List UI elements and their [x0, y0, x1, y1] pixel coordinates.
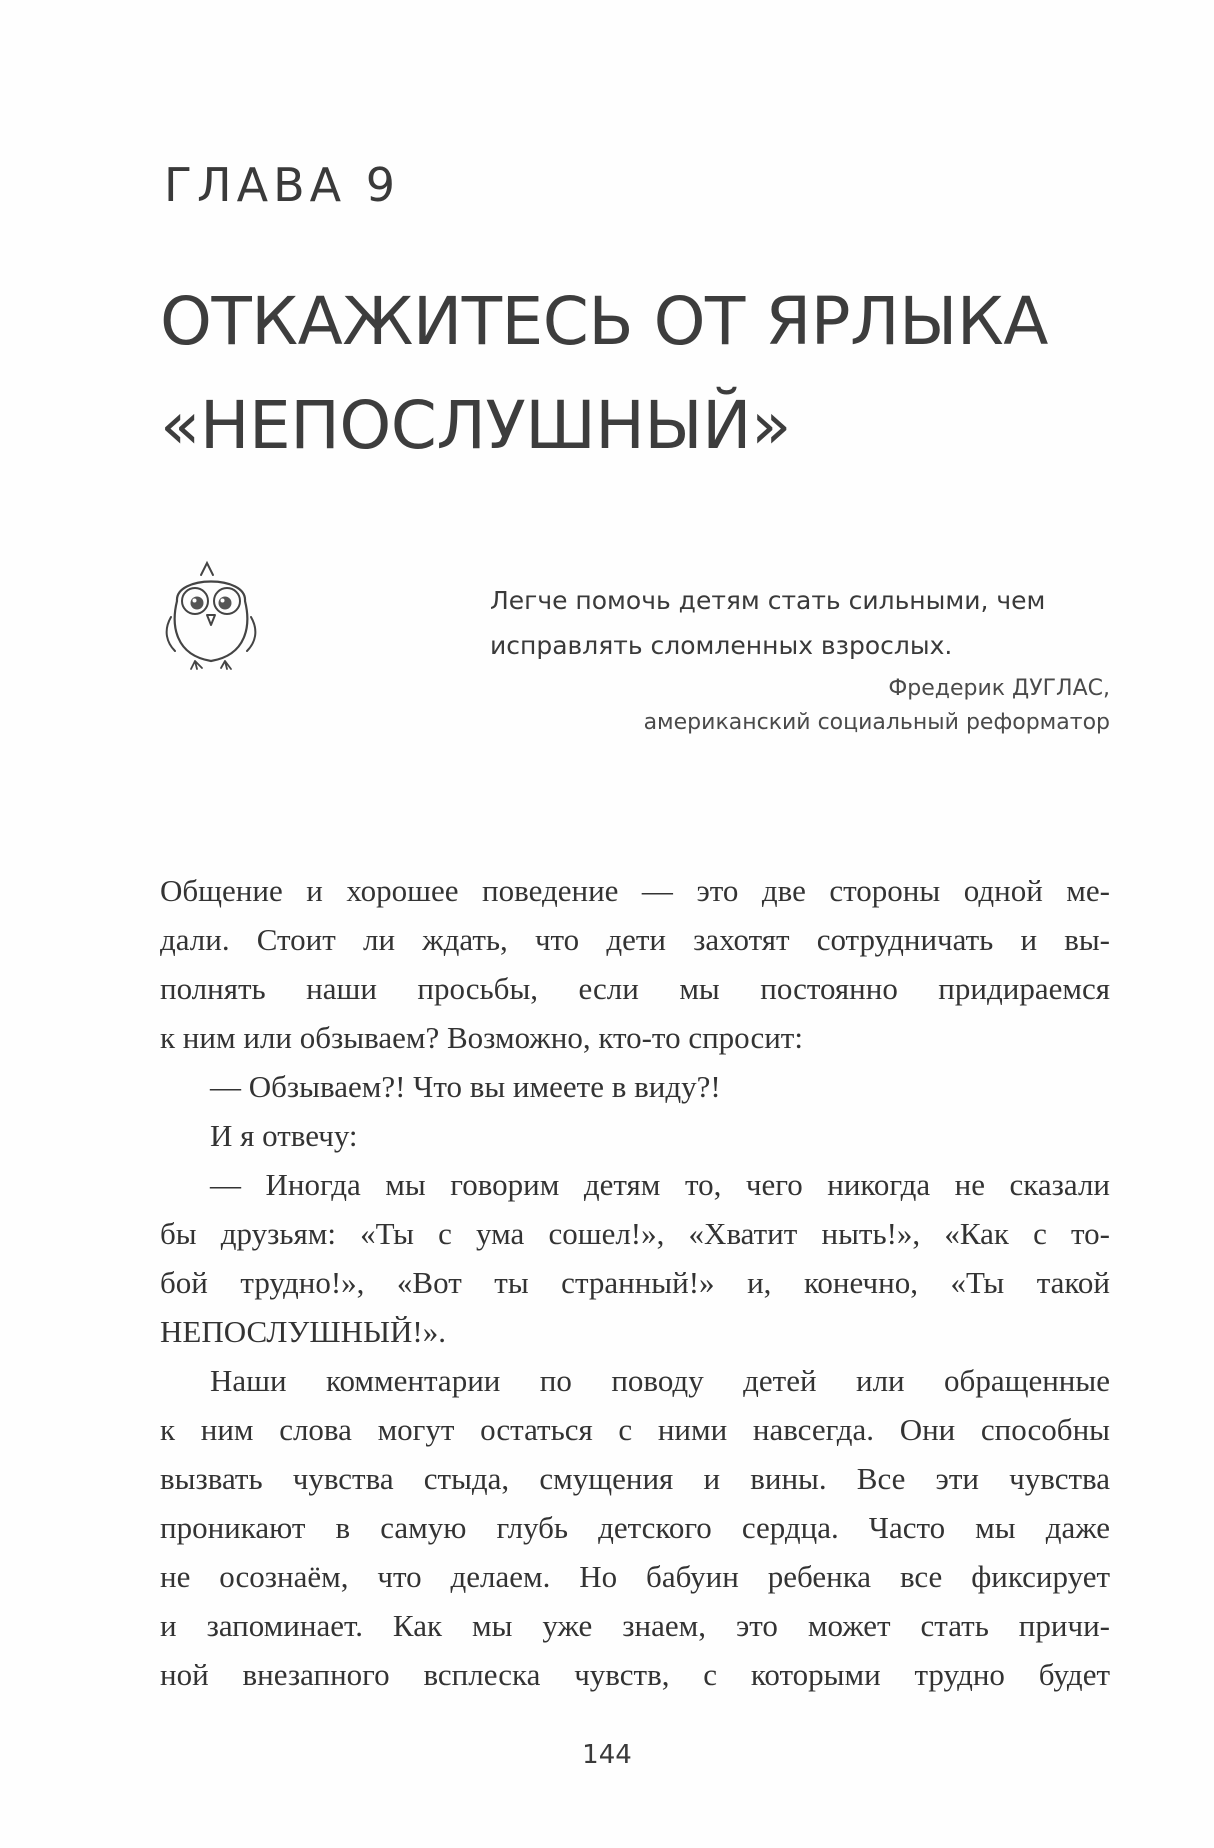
body-line: ной внезапного всплеска чувств, с которыми трудно будет	[160, 1657, 1110, 1692]
body-line: НЕПОСЛУШНЫЙ!».	[160, 1314, 447, 1349]
epigraph-quote-line: исправлять сломленных взрослых.	[490, 631, 953, 660]
epigraph-author-role: американский социальный реформатор	[643, 710, 1110, 735]
chapter-title-line: ОТКАЖИТЕСЬ ОТ ЯРЛЫКА	[160, 283, 1048, 360]
body-line: полнять наши просьбы, если мы постоянно придираемся	[160, 971, 1110, 1006]
epigraph-quote-line: Легче помочь детям стать сильными, чем	[490, 586, 1046, 615]
body-text	[160, 866, 1110, 1699]
body-line: бой трудно!», «Вот ты странный!» и, конечно, «Ты такой	[160, 1265, 1110, 1300]
body-line: к ним слова могут остаться с ними навсегда. Они способны	[160, 1412, 1110, 1447]
body-line: — Обзываем?! Что вы имеете в виду?!	[210, 1069, 721, 1104]
body-line: Общение и хорошее поведение — это две стороны одной ме-	[160, 873, 1110, 908]
body-line: — Иногда мы говорим детям то, чего никогда не сказали	[210, 1167, 1110, 1202]
body-line: бы друзьям: «Ты с ума сошел!», «Хватит ныть!», «Как с то-	[160, 1216, 1110, 1251]
chapter-label: ГЛАВА 9	[164, 158, 401, 212]
epigraph-author: Фредерик ДУГЛАС,	[888, 676, 1110, 701]
body-line: вызвать чувства стыда, смущения и вины. Все эти чувства	[160, 1461, 1110, 1496]
body-line: и запоминает. Как мы уже знаем, это может стать причи-	[160, 1608, 1110, 1643]
page-number: 144	[582, 1740, 632, 1770]
owl-icon	[155, 555, 267, 673]
body-line: И я отвечу:	[210, 1118, 358, 1153]
chapter-title	[160, 270, 1140, 478]
body-line: проникают в самую глубь детского сердца. Часто мы даже	[160, 1510, 1110, 1545]
body-line: дали. Стоит ли ждать, что дети захотят сотрудничать и вы-	[160, 922, 1110, 957]
epigraph	[490, 578, 1110, 740]
body-line: к ним или обзываем? Возможно, кто-то спросит:	[160, 1020, 803, 1055]
body-line: Наши комментарии по поводу детей или обращенные	[210, 1363, 1110, 1398]
body-line: не осознаём, что делаем. Но бабуин ребенка все фиксирует	[160, 1559, 1110, 1594]
chapter-title-line: «НЕПОСЛУШНЫЙ»	[160, 387, 791, 464]
